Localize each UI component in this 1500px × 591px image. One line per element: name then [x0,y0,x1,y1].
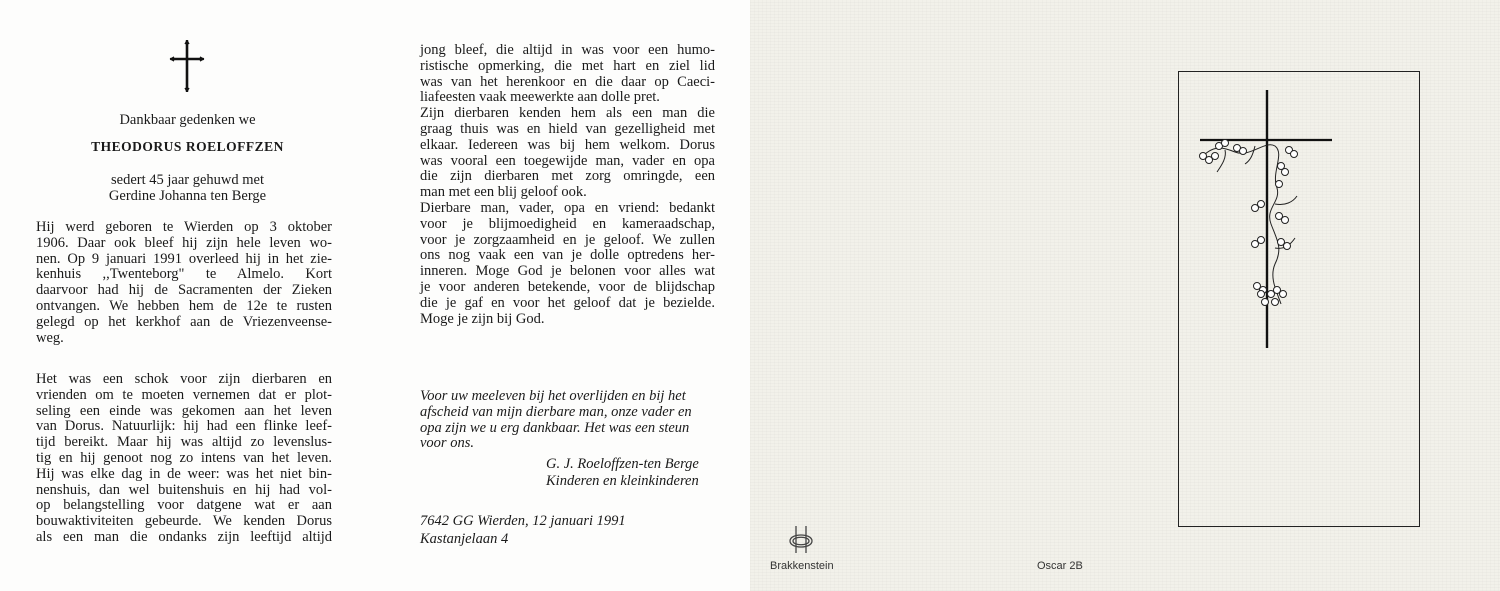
text-line: was van het herenkoor en die daar op Caeci- [420,73,715,90]
text-line: als een man die ondanks zijn leeftijd altijd [36,528,332,545]
text-line: weg. [36,329,64,346]
text-line: voor je zorgzaamheid en je geloof. We zullen [420,231,715,248]
biography-paragraph [36,220,332,346]
text-line: opa zijn we u erg dankbaar. Het was een steun [420,419,690,436]
text-line: ons nog vaak een van je dolle optredens her- [420,247,715,264]
middle-panel [375,0,750,591]
married-line-2: Gerdine Johanna ten Berge [108,188,267,204]
text-line: bouwaktiviteiten gebeurde. We kenden Dorus [36,513,332,530]
text-line: vrienden om te moeten vernemen dat er plot- [36,386,332,403]
text-line: ontvangen. We hebben hem de 12e te rusten [36,297,332,314]
text-line: voor ons. [420,435,474,452]
text-line: Het was een schok voor zijn dierbaren en [36,371,332,387]
text-line: ristische opmerking, die met hart en ziel lid [420,57,715,74]
signature-line: G. J. Roeloffzen-ten Berge [546,456,699,472]
text-line: afscheid van mijn dierbare man, onze vader en [420,403,692,420]
text-line: Hij werd geboren te Wierden op 3 oktober [36,219,332,235]
text-line: kenhuis ,,Twenteborg" te Almelo. Kort [36,266,332,283]
text-line: tig en hij genoot nog zo intens van het leven. [36,449,332,466]
text-line: tijd bereikt. Maar hij was altijd zo levenslus- [36,434,332,451]
text-line: Dierbare man, vader, opa en vriend: bedankt [420,199,715,216]
text-line: van Dorus. Natuurlijk: hij had een flinke leef- [36,418,332,435]
street-line: Kastanjelaan 4 [420,530,509,547]
text-line: je voor anderen betekende, voor de blijdschap [420,278,715,295]
card-heading: Dankbaar gedenken we [119,112,256,128]
cross-icon [168,40,206,92]
publisher-label: Brakkenstein [770,560,834,572]
signature-line: Kinderen en kleinkinderen [546,472,699,489]
tribute-continued-paragraph [420,43,715,327]
text-line: die je gaf en voor het geloof dat je bezielde. [420,294,715,311]
text-line: liafeesten vaak meewerkte aan dolle pret. [420,89,660,106]
tribute-paragraph [36,372,332,546]
text-line: man met een blij geloof ook. [420,184,587,201]
text-line: op belangstelling voor datgene wat er aan [36,497,332,514]
address-block [420,514,720,548]
text-line: voor je blijmoedigheid en kameraadschap, [420,215,715,232]
text-line: seling een einde was gekomen aan het leven [36,402,332,419]
text-line: inneren. Moge God je belonen voor alles wat [420,263,715,280]
model-label: Oscar 2B [1037,560,1083,572]
text-line: jong bleef, die altijd in was voor een humo- [420,42,715,58]
text-line: graag thuis was en hield van gezelligheid met [420,120,715,137]
text-line: was vooral een toegewijde man, vader en opa [420,152,715,169]
text-line: nenshuis, dan wel buitenshuis en hij had vol- [36,481,332,498]
text-line: gelegd op het kerkhof aan de Vriezenveense- [36,313,332,330]
text-line: 1906. Daar ook bleef hij zijn hele leven wo- [36,234,332,251]
married-line-1: sedert 45 jaar gehuwd met [110,172,264,188]
text-line: Moge je zijn bij God. [420,310,545,327]
brakkenstein-logo-icon [786,523,816,555]
text-line: die zijn dierbaren met zorg omringde, een [420,168,715,185]
text-line: Hij was elke dag in de weer: was het niet bin- [36,465,332,482]
signature-block [546,457,746,490]
text-line: daarvoor had hij de Sacramenten der Zieken [36,282,332,299]
text-line: elkaar. Iedereen was bij hem welkom. Dorus [420,136,715,153]
left-panel [0,0,375,591]
deceased-name: THEODORUS ROELOFFZEN [91,139,284,154]
text-line: Voor uw meeleven bij het overlijden en bij het [420,388,686,404]
date-place-line: 7642 GG Wierden, 12 januari 1991 [420,513,626,529]
thanks-paragraph [420,389,716,452]
text-line: Zijn dierbaren kenden hem als een man die [420,105,715,122]
card-back-panel [750,0,1500,591]
text-line: nen. Op 9 januari 1991 overleed hij in het zie- [36,250,332,267]
floral-cross-icon [1195,88,1345,352]
